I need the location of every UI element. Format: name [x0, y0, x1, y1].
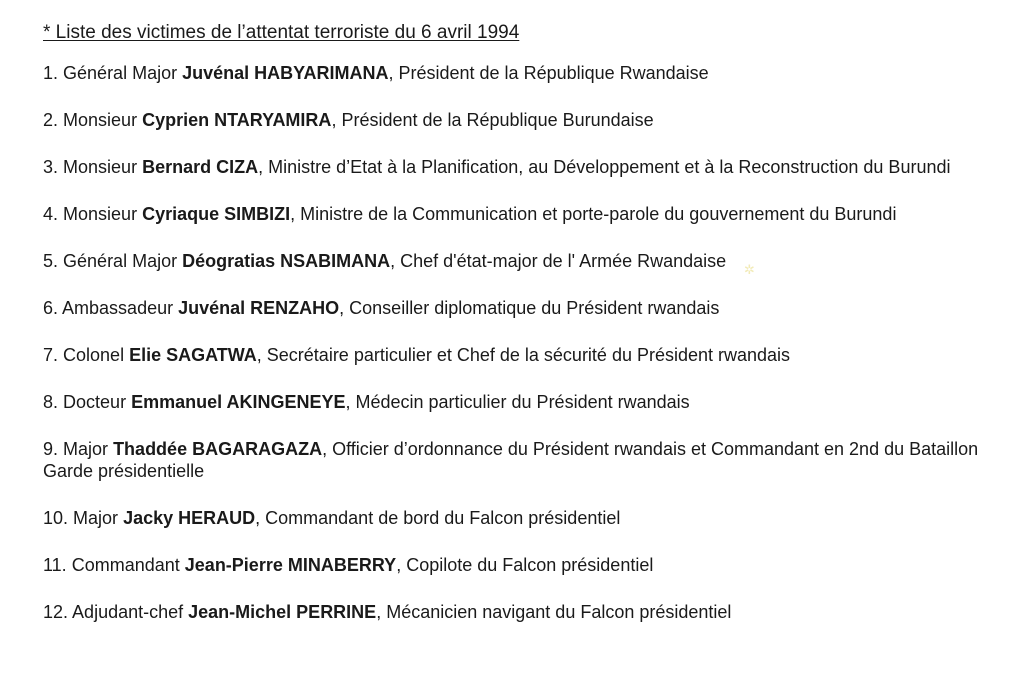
entry-number: 6. [43, 298, 59, 318]
entry-rank: Monsieur [63, 204, 138, 224]
entry-number: 10. [43, 508, 69, 528]
list-item [43, 601, 1005, 623]
entry-rank: Major [73, 508, 119, 528]
entry-description: , Copilote du Falcon présidentiel [396, 555, 654, 575]
list-item [43, 109, 1005, 131]
entry-name: Thaddée BAGARAGAZA [113, 439, 323, 459]
entry-number: 7. [43, 345, 59, 365]
entry-rank: Docteur [63, 392, 127, 412]
list-item [43, 250, 1005, 272]
entry-number: 4. [43, 204, 59, 224]
entry-description: , Conseiller diplomatique du Président rwandais [339, 298, 720, 318]
document-title: * Liste des victimes de l’attentat terroriste du 6 avril 1994 [43, 22, 520, 43]
entry-number: 9. [43, 439, 59, 459]
victim-list [43, 62, 1005, 623]
entry-description: , Mécanicien navigant du Falcon présidentiel [376, 602, 732, 622]
entry-description: , Commandant de bord du Falcon présidentiel [255, 508, 621, 528]
entry-description: , Chef d'état-major de l' Armée Rwandaise [390, 251, 727, 271]
entry-number: 5. [43, 251, 59, 271]
list-item [43, 391, 1005, 413]
entry-rank: Ambassadeur [62, 298, 174, 318]
entry-name: Jean-Michel PERRINE [188, 602, 377, 622]
entry-description: , Officier d’ordonnance du Président rwandais et Commandant en 2nd du Bataillon Garde présidentielle [43, 439, 979, 481]
list-item [43, 156, 1005, 178]
entry-name: Cyriaque SIMBIZI [142, 204, 291, 224]
entry-number: 3. [43, 157, 59, 177]
entry-number: 1. [43, 63, 59, 83]
entry-description: , Président de la République Rwandaise [388, 63, 709, 83]
entry-name: Cyprien NTARYAMIRA [142, 110, 332, 130]
entry-name: Juvénal HABYARIMANA [182, 63, 389, 83]
entry-name: Elie SAGATWA [129, 345, 257, 365]
list-item [43, 203, 1005, 225]
entry-description: , Médecin particulier du Président rwandais [345, 392, 690, 412]
list-item [43, 344, 1005, 366]
entry-description: , Ministre de la Communication et porte-parole du gouvernement du Burundi [290, 204, 897, 224]
list-item [43, 62, 1005, 84]
entry-rank: Général Major [63, 251, 178, 271]
faint-smudge-mark: ✲ [744, 262, 755, 277]
entry-name: Déogratias NSABIMANA [182, 251, 391, 271]
entry-description: , Secrétaire particulier et Chef de la sécurité du Président rwandais [256, 345, 791, 365]
entry-name: Emmanuel AKINGENEYE [131, 392, 346, 412]
entry-rank: Major [63, 439, 109, 459]
list-item [43, 297, 1005, 319]
list-item [43, 554, 1005, 576]
entry-name: Bernard CIZA [142, 157, 259, 177]
entry-number: 2. [43, 110, 59, 130]
entry-rank: Monsieur [63, 110, 138, 130]
document-page [43, 19, 1005, 648]
entry-rank: Adjudant-chef [72, 602, 184, 622]
entry-name: Jacky HERAUD [123, 508, 256, 528]
entry-description: , Président de la République Burundaise [331, 110, 654, 130]
entry-name: Juvénal RENZAHO [178, 298, 340, 318]
entry-rank: Monsieur [63, 157, 138, 177]
entry-rank: Colonel [63, 345, 125, 365]
entry-name: Jean-Pierre MINABERRY [184, 555, 397, 575]
entry-rank: Commandant [71, 555, 180, 575]
list-item [43, 507, 1005, 529]
list-item [43, 438, 1005, 482]
entry-number: 8. [43, 392, 59, 412]
entry-number: 12. [43, 602, 69, 622]
entry-description: , Ministre d’Etat à la Planification, au Développement et à la Reconstruction du Burundi [258, 157, 951, 177]
entry-number: 11. [43, 555, 67, 575]
entry-rank: Général Major [63, 63, 178, 83]
